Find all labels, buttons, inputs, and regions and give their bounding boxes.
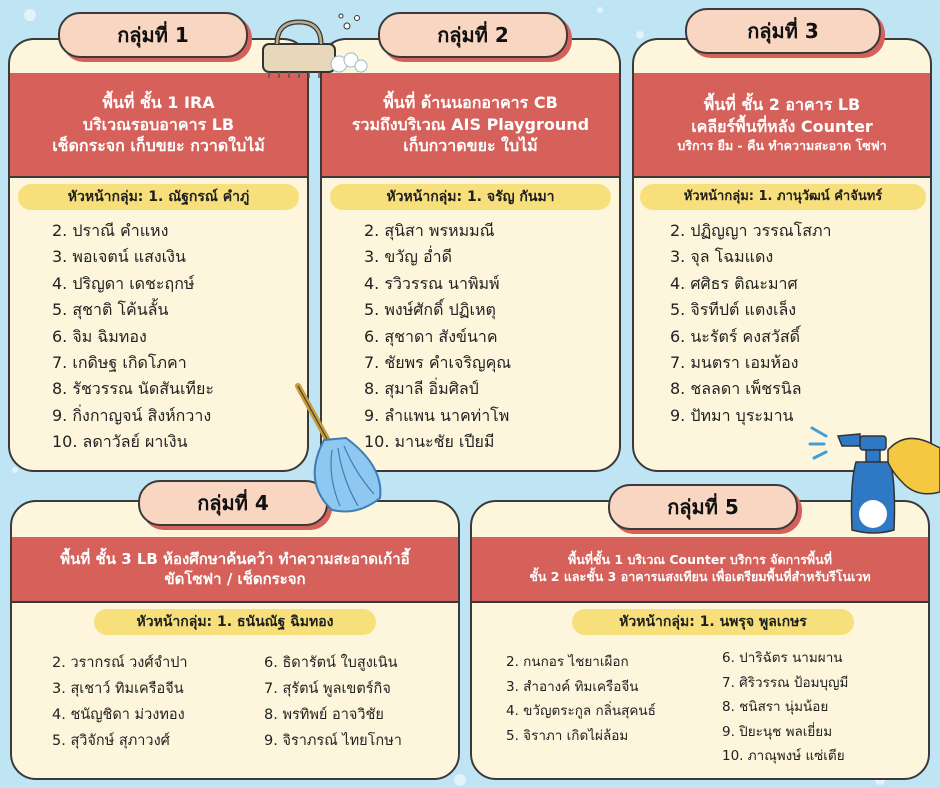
- member: 8. ชนิสรา นุ่มน้อย: [722, 699, 829, 715]
- member: 8. รัชวรรณ นัดสันเทียะ: [52, 379, 214, 399]
- member: 8. พรทิพย์ อาจวิชัย: [264, 707, 384, 723]
- group-1-leader: หัวหน้ากลุ่ม: 1. ณัฐกรณ์ คำภู่: [18, 184, 299, 210]
- group-3-title: กลุ่มที่ 3: [685, 8, 881, 54]
- member: 2. ปราณี คำแหง: [52, 221, 169, 240]
- group-3-area-line-1: พื้นที่ ชั้น 2 อาคาร LB: [703, 95, 861, 115]
- member: 9. ปิยะนุช พลเยี่ยม: [722, 723, 833, 740]
- member: 3. จุล โฉมแดง: [670, 247, 774, 267]
- member: 2. กนกอร ไชยาเผือก: [506, 654, 629, 670]
- group-5-area-line-1: พื้นที่ชั้น 1 บริเวณ Counter บริการ จัดการพื้นที่: [568, 552, 832, 568]
- group-3-area: [634, 73, 930, 178]
- group-4-member-list-left: [52, 650, 188, 754]
- member: 7. สุรัตน์ พูลเขตร์กิจ: [264, 681, 391, 697]
- group-4-leader: หัวหน้ากลุ่ม: 1. ธนันณัฐ ฉิมทอง: [94, 609, 376, 635]
- member: 3. พอเจตน์ แสงเงิน: [52, 247, 186, 267]
- member: 6. สุชาดา สังข์นาค: [364, 326, 498, 346]
- member: 2. สุนิสา พรหมมณี: [364, 221, 495, 240]
- group-5-member-list-left: [506, 650, 656, 748]
- member: 10. มานะชัย เปียมี: [364, 432, 495, 452]
- group-1-area: [10, 73, 307, 178]
- group-1-member-list: [52, 218, 214, 456]
- member: 6. ธิดารัตน์ ใบสูงเนิน: [264, 655, 398, 671]
- group-1-area-line-2: บริเวณรอบอาคาร LB: [82, 114, 235, 134]
- member: 2. วรากรณ์ วงศ์จำปา: [52, 655, 188, 671]
- member: 5. จิราภา เกิดไผ่ล้อม: [506, 727, 629, 744]
- group-4-area: [12, 537, 458, 603]
- member: 5. จิรทีปต์ แตงเล็ง: [670, 300, 797, 320]
- member: 9. จิราภรณ์ ไทยโกษา: [264, 733, 402, 749]
- member: 7. ชัยพร คำเจริญคุณ: [364, 353, 512, 373]
- group-3-area-line-3: บริการ ยืม - คืน ทำความสะอาด โซฟา: [677, 137, 887, 153]
- spray-bottle-icon: [808, 422, 940, 540]
- group-5-area-line-2: ชั้น 2 และชั้น 3 อาคารแสงเทียน เพื่อเตรียมพื้นที่สำหรับรีโนเวท: [529, 569, 871, 584]
- member: 6. ปาริฉัตร นามผาน: [722, 650, 843, 666]
- member: 7. เกดิษฐ เกิดโภคา: [52, 353, 187, 373]
- group-4-area-line-2: ขัดโซฟา / เช็ดกระจก: [164, 570, 306, 588]
- group-1-title: กลุ่มที่ 1: [58, 12, 248, 58]
- member: 3. ขวัญ อ่ำดี: [364, 247, 452, 267]
- group-3-member-list: [670, 218, 832, 429]
- member: 9. ปัทมา บุระมาน: [670, 405, 794, 425]
- member: 4. ปริญดา เดชะฤกษ์: [52, 273, 195, 293]
- group-4-member-list-right: [264, 650, 402, 754]
- member: 3. สุเชาว์ ทิมเครือจีน: [52, 681, 184, 697]
- group-5-title: กลุ่มที่ 5: [608, 484, 798, 530]
- feather-duster-icon: [292, 382, 387, 514]
- group-3-card: [632, 38, 932, 472]
- group-4-title: กลุ่มที่ 4: [138, 480, 328, 526]
- group-4-card: [10, 500, 460, 780]
- member: 5. สุชาติ โค้นลั้น: [52, 300, 169, 320]
- group-2-area-line-1: พื้นที่ ด้านนอกอาคาร CB: [383, 93, 558, 113]
- group-4-area-line-1: พื้นที่ ชั้น 3 LB ห้องศึกษาค้นคว้า ทำความสะอาดเก้าอี้: [60, 549, 410, 568]
- member: 9. กิ่งกาญจน์ สิงห์กวาง: [52, 405, 212, 425]
- member: 10. ลดาวัลย์ ผาเงิน: [52, 432, 188, 452]
- group-5-area: [472, 537, 928, 603]
- member: 4. ขวัญตระกูล กลิ่นสุคนธ์: [506, 703, 656, 719]
- member: 4. ชนัญชิดา ม่วงทอง: [52, 707, 185, 723]
- group-1-card: [8, 38, 309, 472]
- group-2-area: [322, 73, 619, 178]
- group-2-area-line-3: เก็บกวาดขยะ ใบไม้: [403, 136, 538, 156]
- group-2-area-line-2: รวมถึงบริเวณ AIS Playground: [351, 114, 590, 134]
- member: 8. สุมาลี อิ่มศิลป์: [364, 379, 479, 399]
- member: 4. ศศิธร ติณะมาศ: [670, 273, 798, 293]
- group-2-title: กลุ่มที่ 2: [378, 12, 568, 58]
- group-5-leader: หัวหน้ากลุ่ม: 1. นพรุจ พูลเกษร: [572, 609, 854, 635]
- member: 2. ปฏิญญา วรรณโสภา: [670, 221, 832, 240]
- scrub-brush-icon: [255, 8, 375, 80]
- member: 4. รวิวรรณ นาพิมพ์: [364, 273, 500, 293]
- group-1-area-line-1: พื้นที่ ชั้น 1 IRA: [102, 93, 215, 113]
- member: 6. นะรัตร์ คงสวัสดิ์: [670, 326, 800, 346]
- member: 3. สำอางค์ ทิมเครือจีน: [506, 678, 639, 695]
- member: 5. สุวิจักษ์ สุภาวงศ์: [52, 733, 170, 749]
- member: 10. ภาณุพงษ์ แซ่เตีย: [722, 748, 845, 764]
- group-2-leader: หัวหน้ากลุ่ม: 1. จรัญ กันมา: [330, 184, 611, 210]
- member: 7. ศิริวรรณ ป้อมบุญมี: [722, 674, 849, 691]
- member: 5. พงษ์ศักดิ์ ปฏิเหตุ: [364, 300, 496, 320]
- group-5-member-list-right: [722, 646, 848, 769]
- member: 8. ชลลดา เพ็ชรนิล: [670, 379, 802, 399]
- group-3-area-line-2: เคลียร์พื้นที่หลัง Counter: [691, 117, 873, 137]
- member: 9. ลำแพน นาคท่าโพ: [364, 405, 510, 425]
- group-3-leader: หัวหน้ากลุ่ม: 1. ภานุวัฒน์ คำจันทร์: [640, 184, 926, 210]
- group-5-card: [470, 500, 930, 780]
- member: 6. จิม ฉิมทอง: [52, 326, 147, 346]
- group-1-area-line-3: เช็ดกระจก เก็บขยะ กวาดใบไม้: [52, 136, 265, 156]
- member: 7. มนตรา เอมห้อง: [670, 353, 799, 373]
